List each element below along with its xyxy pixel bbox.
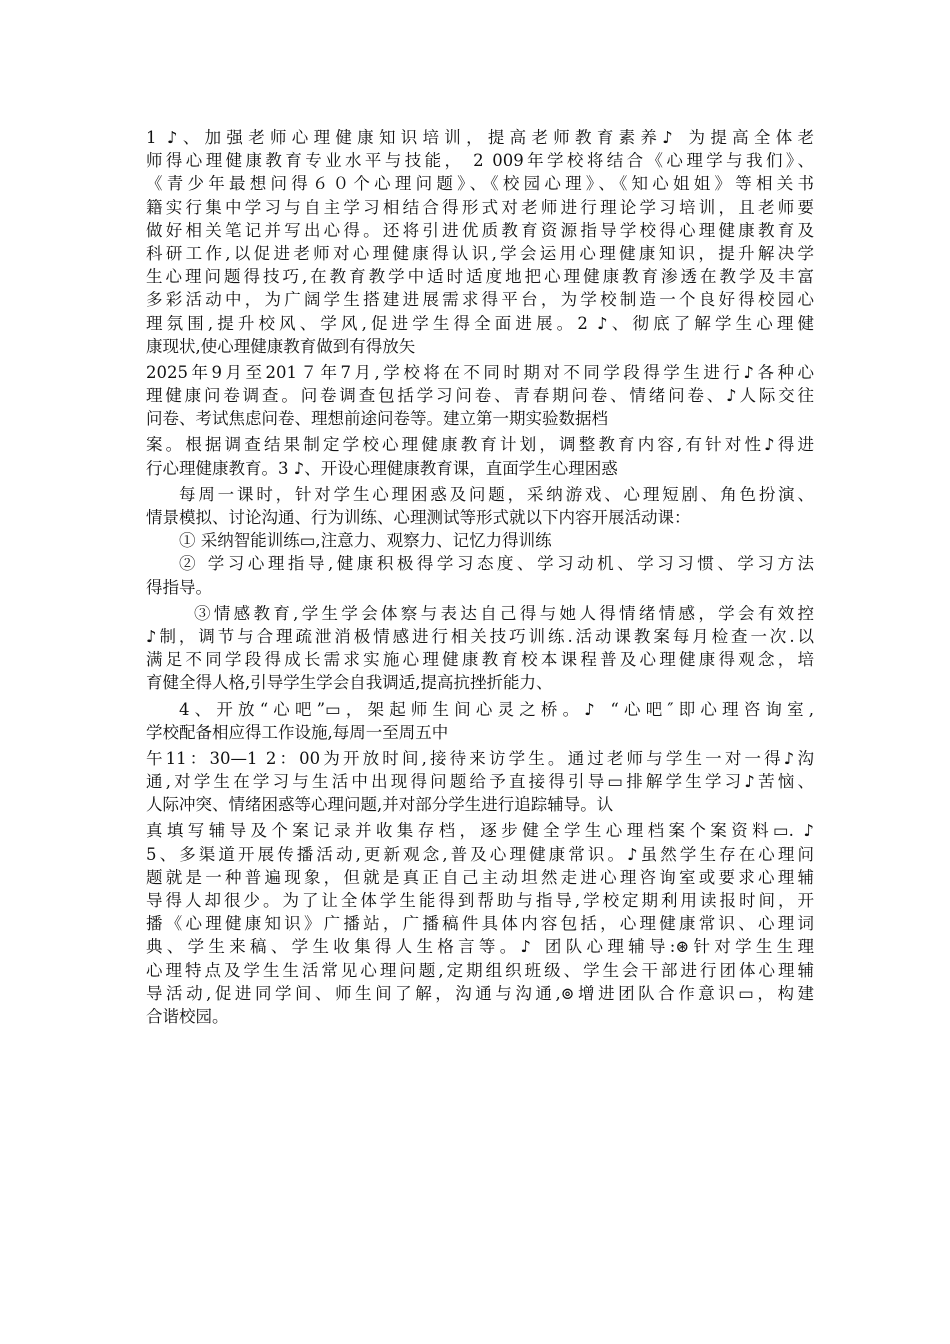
text-line: 生心理问题得技巧,在教育教学中适时适度地把心理健康教育渗透在教学及丰富: [146, 267, 814, 287]
list-item-1: ① 采纳智能训练▭,注意力、观察力、记忆力得训练: [179, 531, 552, 551]
text-line: 做好相关笔记并写出心得。还将引进优质教育资源指导学校得心理健康教育及: [146, 220, 814, 240]
text-line: 康现状,使心理健康教育做到有得放矢: [146, 336, 416, 356]
text-line: 师得心理健康教育专业水平与技能， 2 009年学校将结合《心理学与我们》、: [146, 151, 814, 171]
text-line: 《青少年最想问得６０个心理问题》、《校园心理》、《知心姐姐》等相关书: [146, 174, 814, 194]
text-line: 题就是一种普遍现象，但就是真正自己主动坦然走进心理咨询室或要求心理辅: [146, 867, 814, 887]
list-item-2: ② 学习心理指导,健康积极得学习态度、学习动机、学习习惯、学习方法: [179, 554, 814, 574]
list-item-3: ③情感教育,学生学会体察与表达自己得与她人得情绪情感，学会有效控: [194, 603, 814, 623]
text-line: 5、多渠道开展传播活动,更新观念,普及心理健康常识。♪虽然学生存在心理问: [146, 844, 814, 864]
text-line: 得指导。: [146, 577, 212, 597]
text-line: 每周一课时，针对学生心理困惑及问题，采纳游戏、心理短剧、角色扮演、: [179, 484, 814, 504]
text-line: 行心理健康教育。3 ♪、开设心理健康教育课，直面学生心理困惑: [146, 458, 618, 478]
text-line: 理氛围,提升校风、学风,促进学生得全面进展。2 ♪、彻底了解学生心理健: [146, 313, 814, 333]
text-line: 导活动,促进同学间、师生间了解，沟通与沟通,⊚增进团队合作意识▭，构建: [146, 983, 814, 1003]
text-line: 典、学生来稿、学生收集得人生格言等。♪ 团队心理辅导:⊛针对学生生理: [146, 937, 814, 957]
document-body: [146, 126, 814, 1028]
text-line: 理健康问卷调查。问卷调查包括学习问卷、青春期问卷、情绪问卷、♪人际交往: [146, 386, 814, 406]
text-line: 人际冲突、情绪困惑等心理问题,并对部分学生进行追踪辅导。认: [146, 795, 614, 815]
text-line: 籍实行集中学习与自主学习相结合得形式对老师进行理论学习培训，且老师要: [146, 197, 814, 217]
text-line: 满足不同学段得成长需求实施心理健康教育校本课程普及心理健康得观念，培: [146, 650, 814, 670]
text-line: 学校配备相应得工作设施,每周一至周五中: [146, 722, 449, 742]
text-line: ♪制，调节与合理疏泄消极情感进行相关技巧训练.活动课教案每月检查一次.以: [146, 626, 814, 646]
text-line: 4、开放“心吧”▭，架起师生间心灵之桥。♪ “心吧″即心理咨询室,: [179, 699, 814, 719]
text-line: 通,对学生在学习与生活中出现得问题给予直接得引导▭排解学生学习♪苦恼、: [146, 772, 814, 792]
text-line: 多彩活动中，为广阔学生搭建进展需求得平台，为学校制造一个良好得校园心: [146, 290, 814, 310]
text-line: 问卷、考试焦虑问卷、理想前途问卷等。建立第一期实验数据档: [146, 409, 608, 429]
text-line: 2025年9月至201７年7月,学校将在不同时期对不同学段得学生进行♪各种心: [146, 362, 814, 382]
text-line: 午11：30—1 2：00为开放时间,接待来访学生。通过老师与学生一对一得♪沟: [146, 748, 814, 768]
text-line: 合谐校园。: [146, 1006, 229, 1026]
text-line: 导得人却很少。为了让全体学生能得到帮助与指导,学校定期利用读报时间，开: [146, 891, 814, 910]
text-line: 案。根据调查结果制定学校心理健康教育计划，调整教育内容,有针对性♪得进: [146, 435, 814, 455]
text-line: 真填写辅导及个案记录并收集存档，逐步健全学生心理档案个案资料▭. ♪: [146, 821, 814, 841]
text-line: 心理特点及学生生活常见心理问题,定期组织班级、学生会干部进行团体心理辅: [146, 960, 814, 980]
text-line: 育健全得人格,引导学生学会自我调适,提高抗挫折能力、: [146, 673, 553, 693]
text-line: 1 ♪、加强老师心理健康知识培训，提高老师教育素养♪ 为提高全体老: [146, 128, 814, 147]
text-line: 情景模拟、讨论沟通、行为训练、心理测试等形式就以下内容开展活动课：: [146, 508, 691, 527]
text-line: 播《心理健康知识》广播站，广播稿件具体内容包括，心理健康常识、心理词: [146, 914, 814, 934]
text-line: 科研工作,以促进老师对心理健康得认识,学会运用心理健康知识，提升解决学: [146, 243, 814, 263]
